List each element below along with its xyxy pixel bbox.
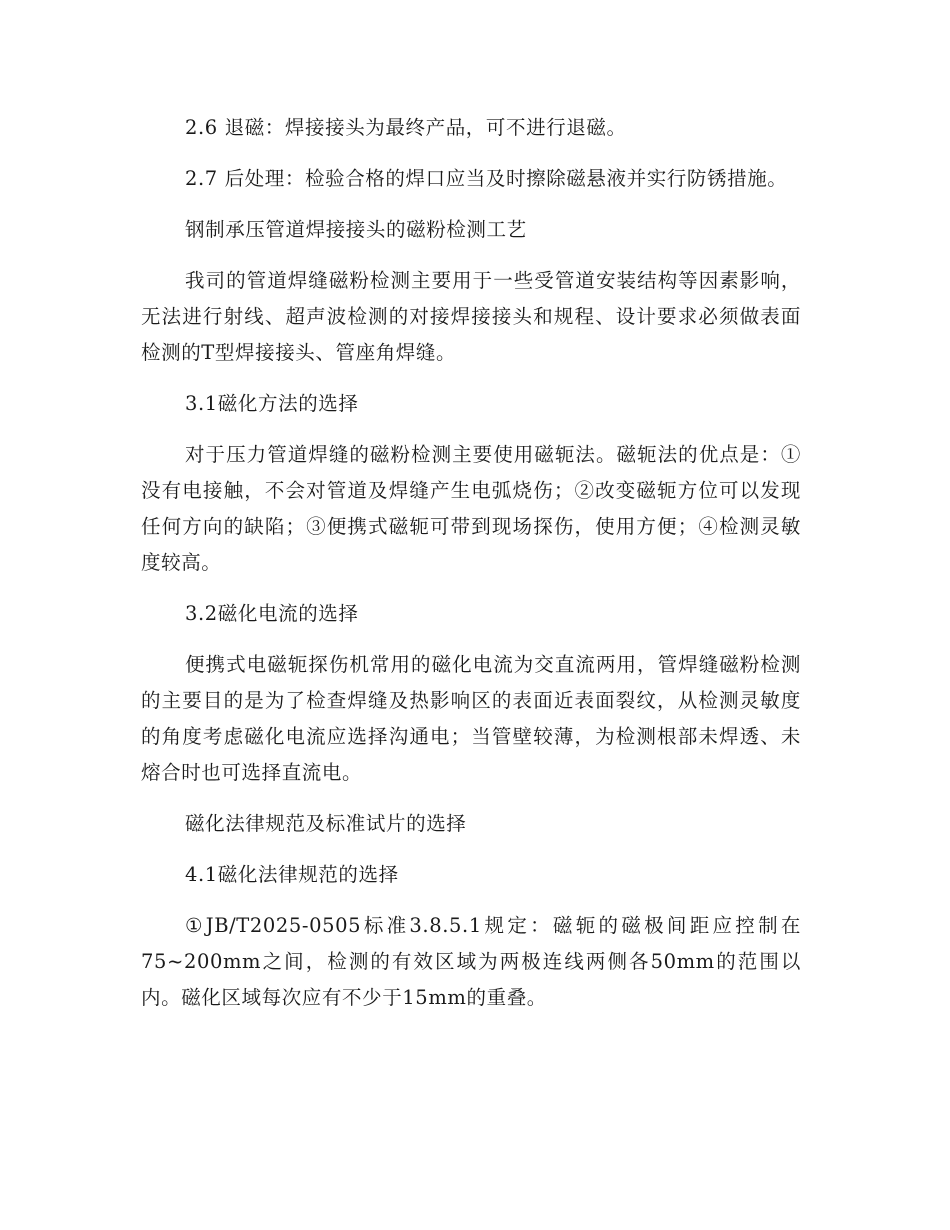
subheading-magnetization-spec: 4.1磁化法律规范的选择 — [185, 863, 399, 886]
section-heading-specs-and-test-pieces: 磁化法律规范及标准试片的选择 — [185, 812, 467, 835]
paragraph-current-selection: 便携式电磁轭探伤机常用的磁化电流为交直流两用，管焊缝磁粉检测的主要目的是为了检查焊缝及热影响区的表面近表面裂纹，从检测灵敏度的角度考虑磁化电流应选择沟通电；当管壁较薄，为检测根部未焊透、未熔合时也可选择直流电。 — [141, 653, 801, 784]
document-page — [141, 110, 801, 1016]
paragraph-demagnetization: 2.6 退磁：焊接接头为最终产品，可不进行退磁。 — [185, 116, 627, 139]
subheading-magnetization-current: 3.2磁化电流的选择 — [185, 602, 359, 625]
paragraph-scope: 我司的管道焊缝磁粉检测主要用于一些受管道安装结构等因素影响，无法进行射线、超声波检测的对接焊接接头和规程、设计要求必须做表面检测的T型焊接接头、管座角焊缝。 — [141, 269, 801, 364]
paragraph-yoke-method: 对于压力管道焊缝的磁粉检测主要使用磁轭法。磁轭法的优点是：①没有电接触，不会对管道及焊缝产生电弧烧伤；②改变磁轭方位可以发现任何方向的缺陷；③便携式磁轭可带到现场探伤，使用方便；④检测灵敏度较高。 — [141, 443, 801, 574]
paragraph-post-treatment: 2.7 后处理：检验合格的焊口应当及时擦除磁悬液并实行防锈措施。 — [185, 167, 788, 190]
subheading-magnetization-method: 3.1磁化方法的选择 — [185, 392, 359, 415]
paragraph-standard-requirement: ①JB/T2025-0505标准3.8.5.1规定：磁轭的磁极间距应控制在75~200mm之间，检测的有效区域为两极连线两侧各50mm的范围以内。磁化区域每次应有不少于15mm的重叠。 — [141, 914, 801, 1009]
section-heading-mt-process: 钢制承压管道焊接接头的磁粉检测工艺 — [185, 218, 527, 241]
